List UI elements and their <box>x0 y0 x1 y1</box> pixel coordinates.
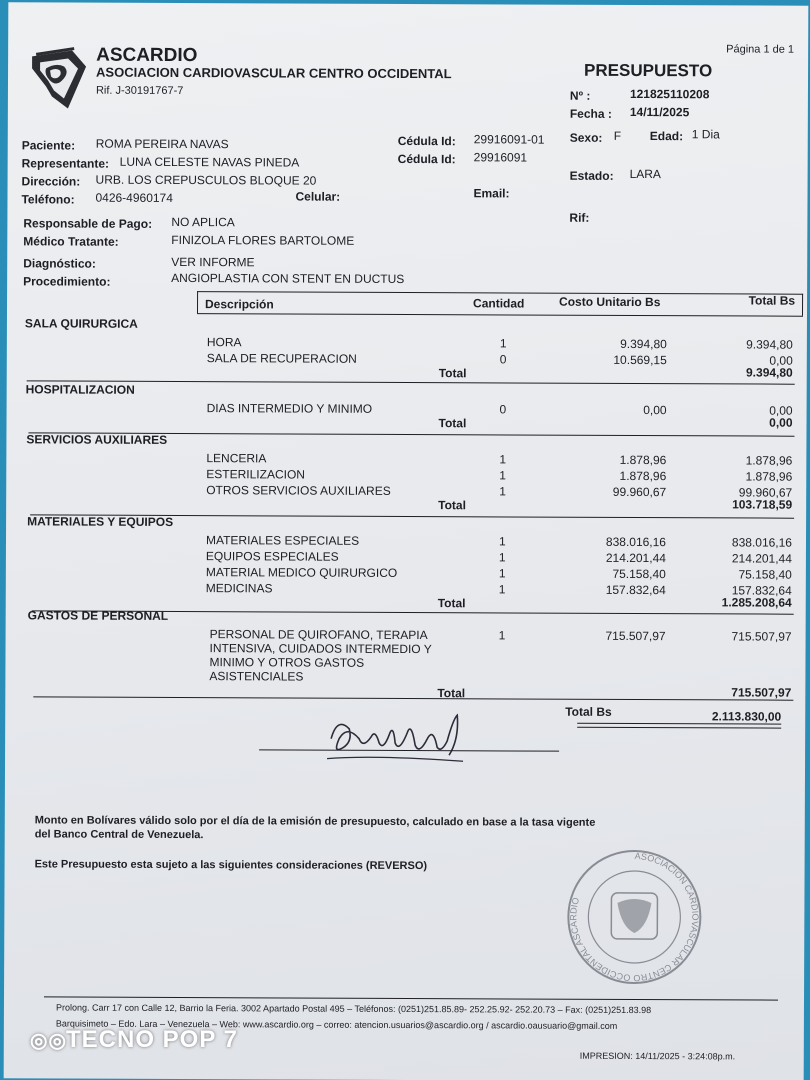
budget-date: 14/11/2025 <box>629 104 690 120</box>
item-description: LENCERIA <box>206 451 267 466</box>
item-quantity: 0 <box>499 352 507 367</box>
page-number: Página 1 de 1 <box>726 43 795 56</box>
col-cantidad: Cantidad <box>473 296 525 311</box>
representante-label: Representante: <box>21 156 110 171</box>
responsable-value: NO APLICA <box>171 214 235 230</box>
representante-value: LUNA CELESTE NAVAS PINEDA <box>119 154 300 170</box>
item-description: MATERIALES ESPECIALES <box>205 533 360 548</box>
footer-impresion: IMPRESION: 14/11/2025 - 3:24:08p.m. <box>579 1050 736 1062</box>
item-description: ASISTENCIALES <box>209 669 304 684</box>
item-unit-cost: 838.016,16 <box>605 534 667 550</box>
note-validity-2: del Banco Central de Venezuela. <box>34 828 204 842</box>
item-quantity: 1 <box>498 566 506 581</box>
section-total-value: 715.507,97 <box>731 685 792 700</box>
email-label: Email: <box>473 186 510 201</box>
item-unit-cost: 1.878,96 <box>619 468 667 484</box>
cedula2-label: Cédula Id: <box>397 151 456 167</box>
item-description: MEDICINAS <box>205 581 273 596</box>
item-total: 9.394,80 <box>746 337 793 352</box>
grand-total-label: Total Bs <box>565 704 612 719</box>
item-total: 0,00 <box>769 353 793 368</box>
item-quantity: 1 <box>498 628 506 643</box>
org-rif: Rif. J-30191767-7 <box>95 84 184 98</box>
note-validity: Monto en Bolívares válido solo por el día de la emisión de presupuesto, calculado en base a la tasa vigente <box>34 814 596 829</box>
section-total-label: Total <box>437 686 466 701</box>
cedula1-value: 29916091-01 <box>473 132 545 147</box>
item-total: 75.158,40 <box>738 567 792 582</box>
section-title: GASTOS DE PERSONAL <box>27 608 169 623</box>
item-description: MINIMO Y OTROS GASTOS <box>209 655 365 670</box>
item-total: 0,00 <box>769 403 793 418</box>
item-description: ESTERILIZACION <box>206 467 306 482</box>
watermark-text: TECNO POP 7 <box>66 1026 238 1053</box>
item-description: PERSONAL DE QUIROFANO, TERAPIA <box>209 627 428 643</box>
section-total-value: 103.718,59 <box>732 497 793 512</box>
section-title: MATERIALES Y EQUIPOS <box>27 514 174 529</box>
edad-value: 1 Dia <box>691 127 720 142</box>
item-total: 1.878,96 <box>745 469 793 484</box>
org-full-name: ASOCIACION CARDIOVASCULAR CENTRO OCCIDENTAL <box>96 64 452 82</box>
direccion-value: URB. LOS CREPUSCULOS BLOQUE 20 <box>95 172 317 188</box>
item-total: 99.960,67 <box>738 485 793 500</box>
item-unit-cost: 99.960,67 <box>612 484 667 500</box>
medico-label: Médico Tratante: <box>23 234 119 249</box>
item-unit-cost: 214.201,44 <box>605 550 666 566</box>
edad-label: Edad: <box>649 129 684 144</box>
note-reverso: Este Presupuesto esta sujeto a las siguientes consideraciones (REVERSO) <box>34 858 428 873</box>
col-costo: Costo Unitario Bs <box>559 294 661 310</box>
item-description: MATERIAL MEDICO QUIRURGICO <box>205 565 398 580</box>
section-total-label: Total <box>438 366 467 381</box>
item-description: OTROS SERVICIOS AUXILIARES <box>206 483 391 498</box>
item-quantity: 1 <box>499 336 507 351</box>
direccion-label: Dirección: <box>21 174 81 189</box>
section-title: SERVICIOS AUXILIARES <box>26 432 168 447</box>
item-total: 715.507,97 <box>731 629 792 644</box>
doc-title: PRESUPUESTO <box>584 60 713 81</box>
item-quantity: 1 <box>498 550 506 565</box>
item-total: 838.016,16 <box>731 535 793 550</box>
budget-number: 121825110208 <box>629 86 710 102</box>
estado-label: Estado: <box>569 168 614 183</box>
section-total-value: 9.394,80 <box>745 365 793 380</box>
footer-address: Prolong. Carr 17 con Calle 12, Barrio la Feria. 3002 Apartado Postal 495 – Teléfonos: (0251)251.85.89- 252.25.92- 252.20.73 – Fax: (0251)251.83.98 <box>55 1002 652 1016</box>
ascardio-logo-icon <box>28 46 90 112</box>
section-total-label: Total <box>438 416 467 431</box>
diagnostico-label: Diagnóstico: <box>23 256 96 271</box>
footer-contact: Barquisimeto – Edo. Lara – Venezuela – Web: www.ascardio.org – correo: atencion.usuarios@ascardio.org / ascardio.oausuario@gmail.com <box>55 1018 618 1031</box>
item-total: 157.832,64 <box>731 583 792 598</box>
section-total-label: Total <box>438 498 466 513</box>
item-quantity: 1 <box>498 582 506 597</box>
sexo-value: F <box>613 128 622 143</box>
medico-value: FINIZOLA FLORES BARTOLOME <box>171 232 355 248</box>
item-total: 214.201,44 <box>731 551 792 566</box>
item-unit-cost: 0,00 <box>643 403 667 418</box>
item-description: SALA DE RECUPERACION <box>206 351 357 366</box>
item-total: 1.878,96 <box>745 453 793 468</box>
signature <box>323 709 473 780</box>
item-unit-cost: 75.158,40 <box>612 566 666 582</box>
celular-label: Celular: <box>295 189 341 204</box>
item-quantity: 1 <box>499 484 506 499</box>
responsable-label: Responsable de Pago: <box>23 216 153 231</box>
item-unit-cost: 715.507,97 <box>605 628 666 644</box>
cedula2-value: 29916091 <box>473 150 528 165</box>
stamp-text: ASOCIACION CARDIOVASCULAR CENTRO OCCIDENTAL ASCARDIO <box>568 850 701 984</box>
paciente-label: Paciente: <box>21 138 76 153</box>
col-descripcion: Descripción <box>205 297 274 312</box>
item-description: INTENSIVA, CUIDADOS INTERMEDIO Y <box>209 641 432 657</box>
grand-total-rule-1 <box>577 723 781 725</box>
watermark-rings-icon: ◎◎ <box>30 1030 67 1052</box>
item-unit-cost: 10.569,15 <box>613 352 667 368</box>
estado-value: LARA <box>629 166 661 182</box>
col-total: Total Bs <box>748 293 796 308</box>
item-quantity: 1 <box>498 534 506 549</box>
footer-rule <box>44 996 778 1000</box>
diagnostico-value: VER INFORME <box>171 254 255 270</box>
sexo-label: Sexo: <box>569 130 603 145</box>
number-label: Nº : <box>569 88 591 103</box>
section-title: HOSPITALIZACION <box>25 382 135 397</box>
item-unit-cost: 1.878,96 <box>619 452 667 468</box>
ascardio-stamp-icon <box>559 847 710 988</box>
paciente-value: ROMA PEREIRA NAVAS <box>95 136 229 152</box>
item-quantity: 1 <box>499 452 507 467</box>
item-quantity: 1 <box>499 468 507 483</box>
section-title: SALA QUIRURGICA <box>24 316 138 331</box>
grand-total-value: 2.113.830,00 <box>711 709 782 724</box>
section-rule <box>27 380 795 384</box>
item-description: HORA <box>206 335 242 350</box>
procedimiento-label: Procedimiento: <box>23 274 111 289</box>
item-quantity: 0 <box>499 402 507 417</box>
section-total-value: 1.285.208,64 <box>721 595 792 610</box>
cedula1-label: Cédula Id: <box>397 133 456 149</box>
item-description: DIAS INTERMEDIO Y MINIMO <box>206 401 373 416</box>
item-description: EQUIPOS ESPECIALES <box>205 549 339 564</box>
item-unit-cost: 157.832,64 <box>605 582 666 598</box>
rif-label: Rif: <box>569 210 590 225</box>
procedimiento-value: ANGIOPLASTIA CON STENT EN DUCTUS <box>171 270 405 286</box>
grand-total-rule-2 <box>577 727 781 729</box>
item-unit-cost: 9.394,80 <box>620 336 667 352</box>
section-total-value: 0,00 <box>769 415 793 430</box>
telefono-value: 0426-4960174 <box>95 190 173 205</box>
camera-watermark <box>30 1026 238 1054</box>
section-total-label: Total <box>437 596 466 611</box>
document-page <box>4 2 809 1080</box>
telefono-label: Teléfono: <box>21 192 75 207</box>
date-label: Fecha : <box>569 106 612 121</box>
org-name: ASCARDIO <box>96 44 198 67</box>
